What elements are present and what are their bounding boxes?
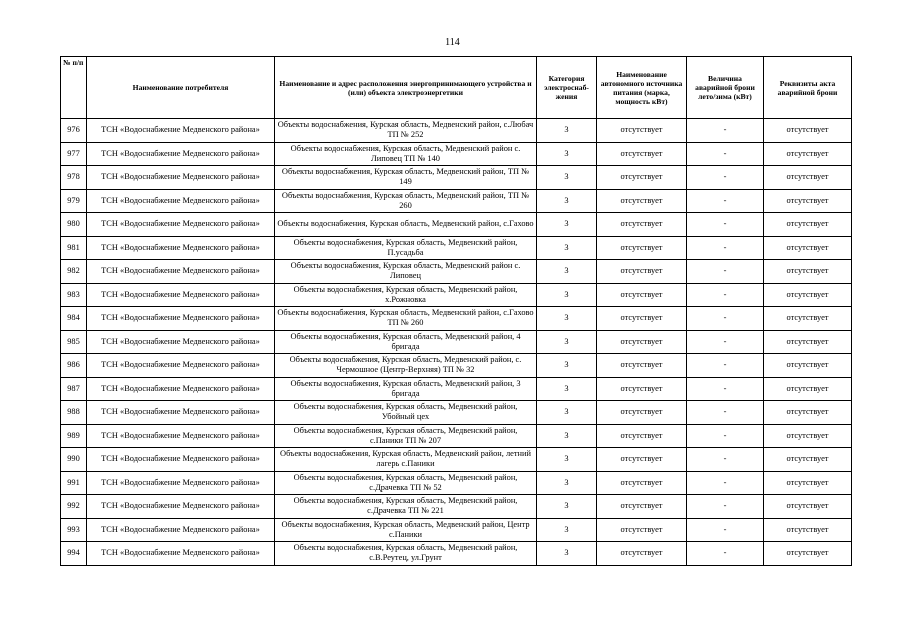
emergency-reserve-table — [60, 56, 852, 566]
cell-object: Объекты водоснабжения, Курская область, Медвенский район, 3 бригада — [275, 377, 537, 401]
cell-number: 989 — [61, 424, 87, 448]
cell-act-details: отсутствует — [764, 401, 852, 425]
cell-consumer: ТСН «Водоснабжение Медвенского района» — [87, 213, 275, 237]
table-row — [61, 189, 852, 213]
cell-reserve-value: - — [687, 542, 764, 566]
table-row — [61, 307, 852, 331]
cell-consumer: ТСН «Водоснабжение Медвенского района» — [87, 307, 275, 331]
cell-reserve-value: - — [687, 448, 764, 472]
cell-act-details: отсутствует — [764, 471, 852, 495]
cell-consumer: ТСН «Водоснабжение Медвенского района» — [87, 189, 275, 213]
cell-power-source: отсутствует — [597, 518, 687, 542]
cell-reserve-value: - — [687, 424, 764, 448]
cell-power-source: отсутствует — [597, 424, 687, 448]
cell-power-source: отсутствует — [597, 354, 687, 378]
cell-act-details: отсутствует — [764, 236, 852, 260]
cell-category: 3 — [537, 424, 597, 448]
cell-act-details: отсутствует — [764, 448, 852, 472]
cell-consumer: ТСН «Водоснабжение Медвенского района» — [87, 166, 275, 190]
cell-category: 3 — [537, 283, 597, 307]
cell-consumer: ТСН «Водоснабжение Медвенского района» — [87, 354, 275, 378]
cell-reserve-value: - — [687, 330, 764, 354]
cell-act-details: отсутствует — [764, 518, 852, 542]
cell-consumer: ТСН «Водоснабжение Медвенского района» — [87, 471, 275, 495]
cell-power-source: отсутствует — [597, 213, 687, 237]
cell-consumer: ТСН «Водоснабжение Медвенского района» — [87, 119, 275, 143]
cell-act-details: отсутствует — [764, 542, 852, 566]
cell-category: 3 — [537, 377, 597, 401]
cell-act-details: отсутствует — [764, 213, 852, 237]
cell-category: 3 — [537, 307, 597, 331]
cell-reserve-value: - — [687, 354, 764, 378]
cell-category: 3 — [537, 448, 597, 472]
header-category: Категория электроснаб-жения — [537, 57, 597, 119]
cell-number: 983 — [61, 283, 87, 307]
cell-power-source: отсутствует — [597, 119, 687, 143]
cell-consumer: ТСН «Водоснабжение Медвенского района» — [87, 518, 275, 542]
cell-consumer: ТСН «Водоснабжение Медвенского района» — [87, 377, 275, 401]
cell-number: 982 — [61, 260, 87, 284]
cell-power-source: отсутствует — [597, 330, 687, 354]
cell-object: Объекты водоснабжения, Курская область, Медвенский район, Убойный цех — [275, 401, 537, 425]
cell-object: Объекты водоснабжения, Курская область, Медвенский район, Центр с.Паники — [275, 518, 537, 542]
cell-reserve-value: - — [687, 283, 764, 307]
cell-consumer: ТСН «Водоснабжение Медвенского района» — [87, 142, 275, 166]
cell-category: 3 — [537, 495, 597, 519]
cell-number: 976 — [61, 119, 87, 143]
cell-number: 985 — [61, 330, 87, 354]
cell-number: 993 — [61, 518, 87, 542]
cell-number: 981 — [61, 236, 87, 260]
header-object: Наименование и адрес расположения энергопринимающего устройства и (или) объекта электроэнергетики — [275, 57, 537, 119]
cell-category: 3 — [537, 119, 597, 143]
table-row — [61, 471, 852, 495]
cell-number: 990 — [61, 448, 87, 472]
table-row — [61, 401, 852, 425]
cell-act-details: отсутствует — [764, 377, 852, 401]
cell-power-source: отсутствует — [597, 542, 687, 566]
cell-power-source: отсутствует — [597, 307, 687, 331]
cell-number: 978 — [61, 166, 87, 190]
cell-number: 988 — [61, 401, 87, 425]
cell-number: 994 — [61, 542, 87, 566]
table-row — [61, 354, 852, 378]
cell-power-source: отсутствует — [597, 448, 687, 472]
cell-number: 979 — [61, 189, 87, 213]
cell-category: 3 — [537, 166, 597, 190]
cell-act-details: отсутствует — [764, 260, 852, 284]
cell-reserve-value: - — [687, 213, 764, 237]
table-header-row — [61, 57, 852, 119]
cell-object: Объекты водоснабжения, Курская область, Медвенский район, с.Гахово ТП № 260 — [275, 307, 537, 331]
table-row — [61, 236, 852, 260]
cell-category: 3 — [537, 236, 597, 260]
cell-consumer: ТСН «Водоснабжение Медвенского района» — [87, 260, 275, 284]
cell-reserve-value: - — [687, 236, 764, 260]
cell-number: 987 — [61, 377, 87, 401]
header-power-source: Наименование автономного источника питания (марка, мощность кВт) — [597, 57, 687, 119]
cell-act-details: отсутствует — [764, 119, 852, 143]
table-row — [61, 495, 852, 519]
cell-power-source: отсутствует — [597, 260, 687, 284]
cell-object: Объекты водоснабжения, Курская область, Медвенский район, с.Паники ТП № 207 — [275, 424, 537, 448]
table-row — [61, 424, 852, 448]
cell-number: 992 — [61, 495, 87, 519]
cell-act-details: отсутствует — [764, 307, 852, 331]
cell-object: Объекты водоснабжения, Курская область, Медвенский район, с.Драчевка ТП № 52 — [275, 471, 537, 495]
header-act-details: Реквизиты акта аварийной брони — [764, 57, 852, 119]
table-row — [61, 330, 852, 354]
cell-act-details: отсутствует — [764, 189, 852, 213]
cell-consumer: ТСН «Водоснабжение Медвенского района» — [87, 401, 275, 425]
table-row — [61, 166, 852, 190]
cell-power-source: отсутствует — [597, 471, 687, 495]
cell-category: 3 — [537, 213, 597, 237]
cell-category: 3 — [537, 142, 597, 166]
table-row — [61, 260, 852, 284]
cell-reserve-value: - — [687, 189, 764, 213]
cell-object: Объекты водоснабжения, Курская область, Медвенский район, ТП № 260 — [275, 189, 537, 213]
cell-act-details: отсутствует — [764, 142, 852, 166]
cell-consumer: ТСН «Водоснабжение Медвенского района» — [87, 448, 275, 472]
table-row — [61, 448, 852, 472]
cell-number: 986 — [61, 354, 87, 378]
cell-consumer: ТСН «Водоснабжение Медвенского района» — [87, 424, 275, 448]
cell-power-source: отсутствует — [597, 236, 687, 260]
table-row — [61, 377, 852, 401]
cell-number: 984 — [61, 307, 87, 331]
cell-number: 977 — [61, 142, 87, 166]
table-body — [61, 119, 852, 566]
cell-category: 3 — [537, 260, 597, 284]
cell-object: Объекты водоснабжения, Курская область, Медвенский район, с.Любач ТП № 252 — [275, 119, 537, 143]
table-row — [61, 119, 852, 143]
cell-power-source: отсутствует — [597, 189, 687, 213]
cell-power-source: отсутствует — [597, 283, 687, 307]
cell-consumer: ТСН «Водоснабжение Медвенского района» — [87, 542, 275, 566]
cell-consumer: ТСН «Водоснабжение Медвенского района» — [87, 236, 275, 260]
cell-reserve-value: - — [687, 518, 764, 542]
header-reserve-value: Величина аварийной брони лето/зима (кВт) — [687, 57, 764, 119]
header-consumer: Наименование потребителя — [87, 57, 275, 119]
cell-category: 3 — [537, 330, 597, 354]
cell-object: Объекты водоснабжения, Курская область, Медвенский район, с.В.Реутец, ул.Грунт — [275, 542, 537, 566]
cell-category: 3 — [537, 189, 597, 213]
cell-power-source: отсутствует — [597, 401, 687, 425]
cell-object: Объекты водоснабжения, Курская область, Медвенский район, 4 бригада — [275, 330, 537, 354]
cell-act-details: отсутствует — [764, 330, 852, 354]
cell-reserve-value: - — [687, 471, 764, 495]
table-row — [61, 142, 852, 166]
cell-category: 3 — [537, 401, 597, 425]
cell-number: 991 — [61, 471, 87, 495]
cell-reserve-value: - — [687, 260, 764, 284]
table-row — [61, 542, 852, 566]
cell-object: Объекты водоснабжения, Курская область, Медвенский район, с. Чермошное (Центр-Верхняя) ТП № 32 — [275, 354, 537, 378]
cell-consumer: ТСН «Водоснабжение Медвенского района» — [87, 330, 275, 354]
cell-category: 3 — [537, 471, 597, 495]
cell-object: Объекты водоснабжения, Курская область, Медвенский район с. Липовец — [275, 260, 537, 284]
cell-reserve-value: - — [687, 377, 764, 401]
cell-object: Объекты водоснабжения, Курская область, Медвенский район, летний лагерь с.Паники — [275, 448, 537, 472]
cell-consumer: ТСН «Водоснабжение Медвенского района» — [87, 495, 275, 519]
cell-object: Объекты водоснабжения, Курская область, Медвенский район, ТП № 149 — [275, 166, 537, 190]
cell-number: 980 — [61, 213, 87, 237]
cell-reserve-value: - — [687, 142, 764, 166]
cell-act-details: отсутствует — [764, 424, 852, 448]
cell-category: 3 — [537, 542, 597, 566]
cell-reserve-value: - — [687, 401, 764, 425]
cell-power-source: отсутствует — [597, 495, 687, 519]
cell-act-details: отсутствует — [764, 495, 852, 519]
cell-object: Объекты водоснабжения, Курская область, Медвенский район, х.Рожновка — [275, 283, 537, 307]
table-row — [61, 283, 852, 307]
cell-power-source: отсутствует — [597, 377, 687, 401]
cell-category: 3 — [537, 518, 597, 542]
cell-object: Объекты водоснабжения, Курская область, Медвенский район, П.усадьба — [275, 236, 537, 260]
cell-act-details: отсутствует — [764, 283, 852, 307]
cell-act-details: отсутствует — [764, 166, 852, 190]
cell-reserve-value: - — [687, 119, 764, 143]
cell-object: Объекты водоснабжения, Курская область, Медвенский район с. Липовец ТП № 140 — [275, 142, 537, 166]
cell-power-source: отсутствует — [597, 142, 687, 166]
cell-object: Объекты водоснабжения, Курская область, Медвенский район, с.Драчевка ТП № 221 — [275, 495, 537, 519]
cell-reserve-value: - — [687, 166, 764, 190]
cell-consumer: ТСН «Водоснабжение Медвенского района» — [87, 283, 275, 307]
cell-category: 3 — [537, 354, 597, 378]
cell-reserve-value: - — [687, 495, 764, 519]
cell-reserve-value: - — [687, 307, 764, 331]
table-row — [61, 518, 852, 542]
page-number: 114 — [445, 37, 460, 48]
cell-power-source: отсутствует — [597, 166, 687, 190]
cell-object: Объекты водоснабжения, Курская область, Медвенский район, с.Гахово — [275, 213, 537, 237]
table-row — [61, 213, 852, 237]
cell-act-details: отсутствует — [764, 354, 852, 378]
header-number: № п/п — [61, 57, 87, 119]
